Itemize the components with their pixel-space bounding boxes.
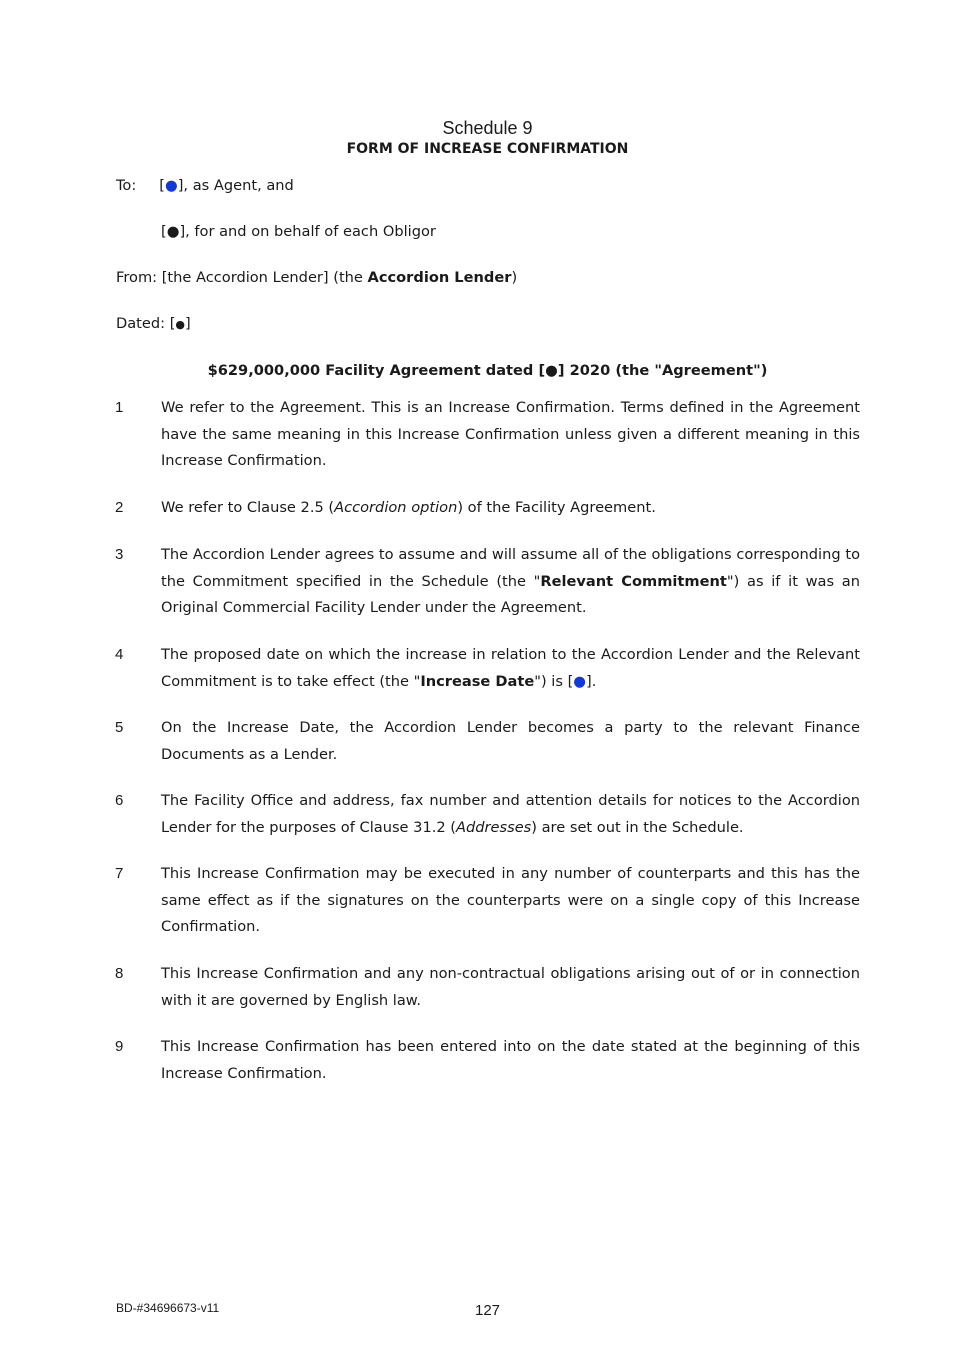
- paragraph-number: 7: [115, 865, 124, 882]
- agreement-title: $629,000,000 Facility Agreement dated [●] 2020 (the "Agreement"): [207, 362, 768, 379]
- placeholder-bullet-icon: ●: [545, 362, 558, 379]
- paragraph-number: 6: [115, 792, 124, 809]
- paragraph-number: 2: [115, 499, 124, 516]
- placeholder-bullet-icon: ●: [166, 223, 180, 240]
- placeholder-bullet-icon: ●: [164, 177, 178, 194]
- paragraph-2: We refer to Clause 2.5 (Accordion option) of the Facility Agreement.: [161, 499, 656, 516]
- paragraph-1: We refer to the Agreement. This is an Increase Confirmation. Terms defined in the Agreement have the same meaning in this Increase Confirmation unless given a different meaning in this Increase Confirmation.: [161, 399, 860, 469]
- paragraph-6: The Facility Office and address, fax number and attention details for notices to the Accordion Lender for the purposes of Clause 31.2 (Addresses) are set out in the Schedule.: [161, 792, 860, 836]
- schedule-title: Schedule 9: [442, 118, 533, 138]
- to-line-agent: To: [●], as Agent, and: [116, 177, 294, 194]
- paragraph-number: 3: [115, 546, 124, 563]
- paragraph-number: 1: [115, 399, 124, 416]
- document-reference: BD-#34696673-v11: [116, 1301, 220, 1315]
- paragraph-4: The proposed date on which the increase in relation to the Accordion Lender and the Relevant Commitment is to take effect (the "Increase Date") is [●].: [161, 646, 860, 690]
- paragraph-number: 8: [115, 965, 124, 982]
- placeholder-bullet-icon: ●: [175, 318, 186, 331]
- paragraph-9: This Increase Confirmation has been entered into on the date stated at the beginning of this Increase Confirmation.: [161, 1038, 860, 1082]
- paragraph-3: The Accordion Lender agrees to assume and will assume all of the obligations corresponding to the Commitment specified in the Schedule (the "Relevant Commitment") as if it was an Original Commercial Facility Lender under the Agreement.: [161, 546, 860, 616]
- increase-date-term: Increase Date: [420, 672, 535, 690]
- accordion-lender-term: Accordion Lender: [367, 269, 512, 286]
- to-label: To:: [116, 177, 137, 194]
- placeholder-bullet-icon: ●: [573, 672, 587, 690]
- paragraph-7: This Increase Confirmation may be executed in any number of counterparts and this has the same effect as if the signatures on the counterparts were on a single copy of this Increase Confirmation.: [161, 865, 860, 935]
- schedule-subtitle: FORM OF INCREASE CONFIRMATION: [346, 141, 629, 157]
- to-line-obligor: [●], for and on behalf of each Obligor: [161, 223, 436, 240]
- paragraph-number: 5: [115, 719, 124, 736]
- dated-line: Dated: [●]: [116, 315, 191, 332]
- paragraph-number: 4: [115, 646, 124, 663]
- paragraph-8: This Increase Confirmation and any non-contractual obligations arising out of or in connection with it are governed by English law.: [161, 965, 860, 1009]
- paragraph-5: On the Increase Date, the Accordion Lender becomes a party to the relevant Finance Documents as a Lender.: [161, 719, 860, 763]
- from-line: From: [the Accordion Lender] (the Accordion Lender): [116, 269, 518, 286]
- relevant-commitment-term: Relevant Commitment: [540, 572, 727, 590]
- page-number: 127: [474, 1302, 501, 1319]
- paragraph-number: 9: [115, 1038, 124, 1055]
